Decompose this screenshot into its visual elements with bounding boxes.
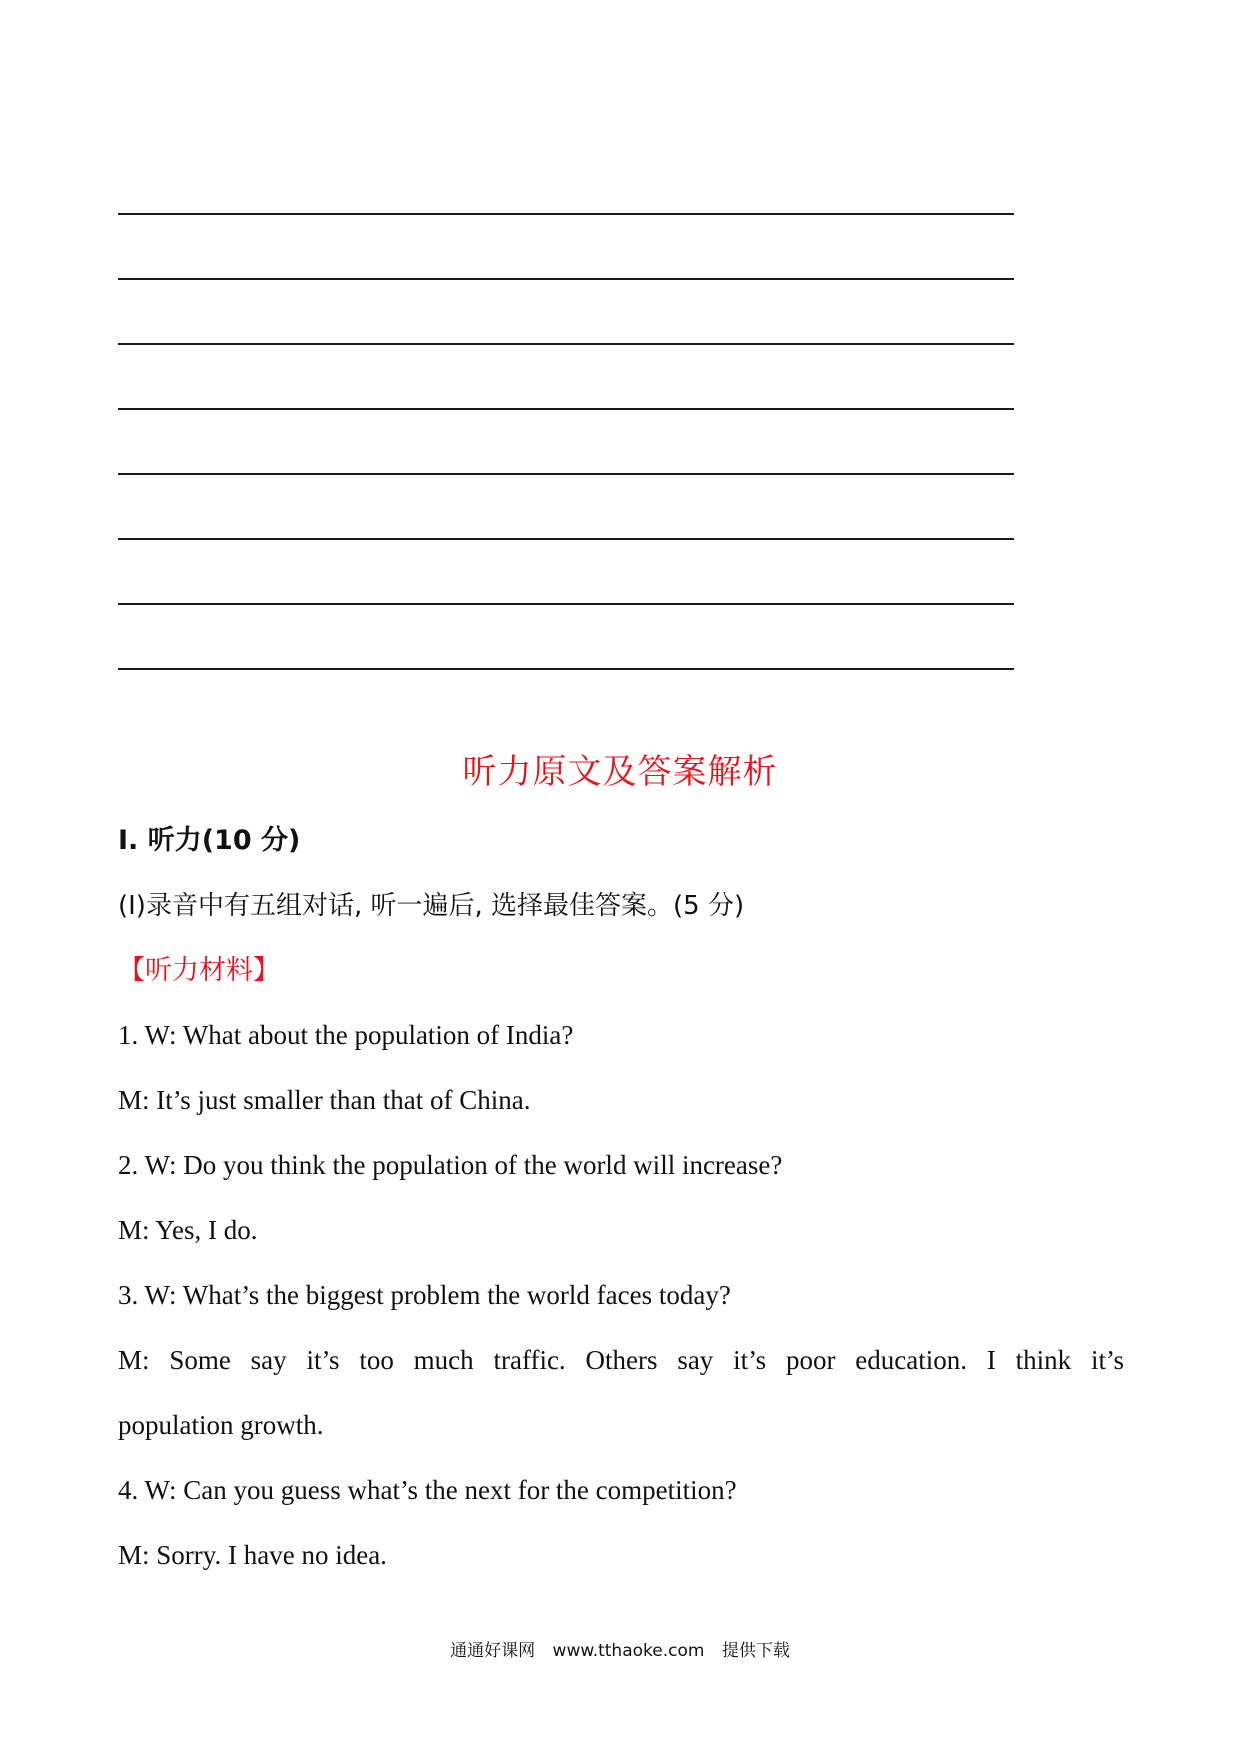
part-heading [118, 808, 1124, 873]
page-footer [0, 1636, 1240, 1661]
answer-line [118, 605, 1014, 670]
footer-site-name: 通通好课网 [450, 1641, 536, 1661]
dialogue-line: 2. W: Do you think the population of the world will increase? [118, 1150, 783, 1180]
dialogue-line: 3. W: What’s the biggest problem the world faces today? [118, 1280, 731, 1310]
dialogue-line: 1. W: What about the population of India? [118, 1020, 574, 1050]
instruction-text: (I)录音中有五组对话, 听一遍后, 选择最佳答案。(5 分) [118, 891, 745, 921]
answer-writing-lines [118, 150, 1014, 670]
footer-note: 提供下载 [721, 1641, 790, 1661]
dialogue-line: M: Sorry. I have no idea. [118, 1540, 387, 1570]
answer-line [118, 475, 1014, 540]
dialogue-line: M: Some say it’s too much traffic. Others say it’s poor education. I think it’s [118, 1345, 1124, 1375]
answer-line [118, 150, 1014, 215]
answer-line [118, 540, 1014, 605]
dialogue-line: M: Yes, I do. [118, 1215, 258, 1245]
answer-line [118, 410, 1014, 475]
listening-content [118, 808, 1124, 1588]
answer-line [118, 280, 1014, 345]
instruction [118, 873, 1124, 938]
answer-line [118, 215, 1014, 280]
material-label: 【听力材料】 [118, 955, 280, 986]
section-title: 听力原文及答案解析 [462, 752, 778, 792]
answer-line [118, 345, 1014, 410]
footer-url[interactable]: www.tthaoke.com [552, 1641, 705, 1661]
part-heading-label: Ⅰ. 听力(10 分) [118, 825, 301, 856]
dialogue-line: 4. W: Can you guess what’s the next for the competition? [118, 1475, 737, 1505]
dialogue-line: population growth. [118, 1410, 324, 1440]
dialogue-line: M: It’s just smaller than that of China. [118, 1085, 531, 1115]
